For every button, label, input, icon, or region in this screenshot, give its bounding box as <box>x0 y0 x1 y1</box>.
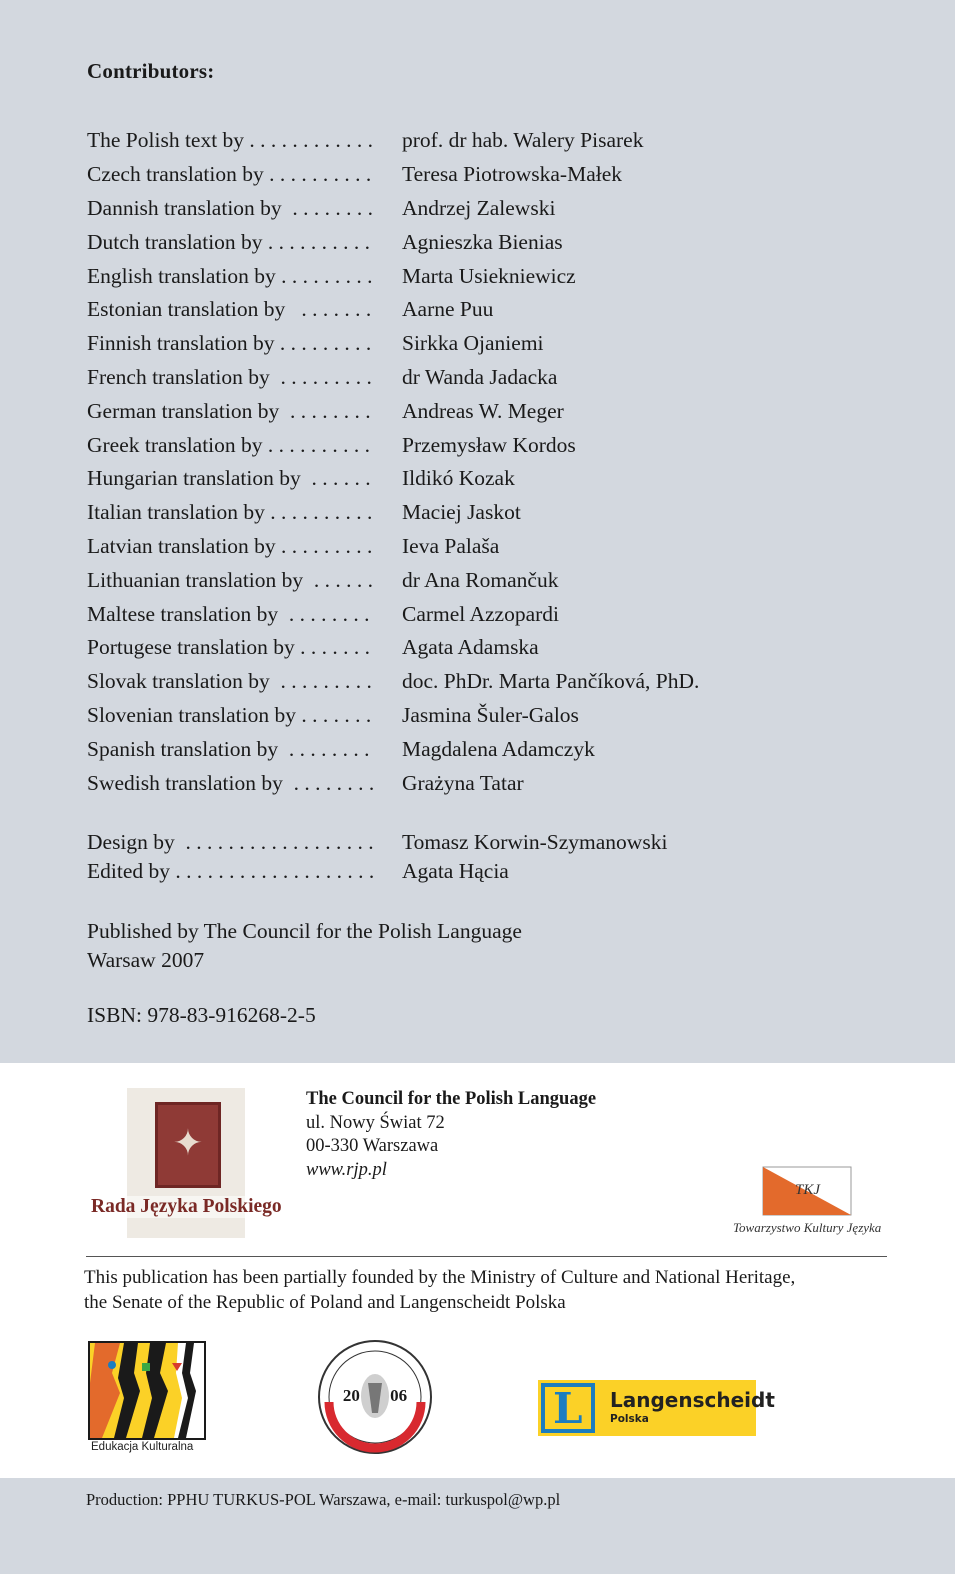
credit-name: Sirkka Ojaniemi <box>402 331 544 356</box>
credit-row <box>87 766 699 800</box>
credit-name: Carmel Azzopardi <box>402 601 560 626</box>
credit-row <box>87 631 699 665</box>
langenscheidt-mark: L <box>553 1384 583 1433</box>
credit-label: Finnish translation by . . . . . . . . . <box>87 331 372 356</box>
staff-credits <box>87 828 667 886</box>
credit-label: Swedish translation by . . . . . . . . <box>87 770 375 795</box>
credit-row <box>87 563 699 597</box>
publisher-line: Published by The Council for the Polish Language <box>87 919 522 943</box>
credit-label: Czech translation by . . . . . . . . . . <box>87 162 372 187</box>
credit-row <box>87 361 699 395</box>
credit-name: Agnieszka Bienias <box>402 229 563 254</box>
credit-label: Hungarian translation by . . . . . . <box>87 466 371 491</box>
credit-label: French translation by . . . . . . . . . <box>87 364 372 389</box>
credit-name: Teresa Piotrowska-Małek <box>402 162 622 187</box>
council-city: 00-330 Warszawa <box>306 1136 439 1156</box>
credit-row <box>87 530 699 564</box>
credit-label: Slovenian translation by . . . . . . . <box>87 702 372 727</box>
credit-row <box>87 428 699 462</box>
credit-name: Agata Hącia <box>402 859 509 883</box>
rjp-logo-text: Rada Języka Polskiego <box>91 1196 282 1217</box>
credit-label: English translation by . . . . . . . . . <box>87 263 373 288</box>
credit-name: Andreas W. Meger <box>402 398 564 423</box>
credit-row <box>87 597 699 631</box>
credit-name: Marta Usiekniewicz <box>402 263 576 288</box>
credit-name: dr Ana Romančuk <box>402 567 559 592</box>
edukacja-caption: Edukacja Kulturalna <box>91 1441 194 1453</box>
credit-row <box>87 732 699 766</box>
credit-row <box>87 828 667 857</box>
place-year-line: Warsaw 2007 <box>87 948 205 972</box>
credit-name: Tomasz Korwin-Szymanowski <box>402 830 668 854</box>
contributors-heading: Contributors: <box>87 59 215 83</box>
credit-name: Jasmina Šuler-Galos <box>402 702 579 727</box>
credit-row <box>87 192 699 226</box>
credit-name: Maciej Jaskot <box>402 500 521 525</box>
credit-row <box>87 394 699 428</box>
credit-name: Magdalena Adamczyk <box>402 736 595 761</box>
credit-label: Design by . . . . . . . . . . . . . . . . . . <box>87 830 374 854</box>
publication-info <box>87 917 522 975</box>
credit-label: Portugese translation by . . . . . . . <box>87 635 371 660</box>
credit-label: Italian translation by . . . . . . . . . . <box>87 500 373 525</box>
credit-name: prof. dr hab. Walery Pisarek <box>402 128 644 153</box>
credit-row <box>87 158 699 192</box>
credit-row <box>87 124 699 158</box>
credit-label: Spanish translation by . . . . . . . . <box>87 736 370 761</box>
funding-line-2: the Senate of the Republic of Poland and Langenscheidt Polska <box>84 1291 566 1313</box>
credit-name: Andrzej Zalewski <box>402 195 556 220</box>
eagle-emblem-icon: ✦ <box>155 1102 221 1188</box>
credit-label: Latvian translation by . . . . . . . . . <box>87 533 373 558</box>
credit-row <box>87 293 699 327</box>
credit-name: Agata Adamska <box>402 635 539 660</box>
credit-label: Estonian translation by . . . . . . . <box>87 297 372 322</box>
faces-icon <box>90 1343 204 1438</box>
credit-label: Greek translation by . . . . . . . . . . <box>87 432 371 457</box>
production-note: Production: PPHU TURKUS-POL Warszawa, e-mail: turkuspol@wp.pl <box>86 1490 561 1509</box>
seal-year: 20 06 <box>342 1386 408 1405</box>
credit-label: Dannish translation by . . . . . . . . <box>87 195 374 220</box>
credit-name: Ieva Palaša <box>402 533 500 558</box>
year-seal-logo <box>316 1338 434 1456</box>
credit-label: Lithuanian translation by . . . . . . <box>87 567 374 592</box>
divider <box>86 1256 887 1257</box>
credit-label: Slovak translation by . . . . . . . . . <box>87 669 372 694</box>
translation-credits <box>87 124 699 800</box>
credit-label: German translation by . . . . . . . . <box>87 398 371 423</box>
credit-row <box>87 327 699 361</box>
credit-row <box>87 462 699 496</box>
credit-name: Grażyna Tatar <box>402 770 524 795</box>
council-website-link[interactable]: www.rjp.pl <box>306 1159 387 1180</box>
council-address <box>306 1088 596 1182</box>
funding-note <box>84 1266 795 1315</box>
credit-name: Aarne Puu <box>402 297 494 322</box>
credit-name: doc. PhDr. Marta Pančíková, PhD. <box>402 669 700 694</box>
credit-row <box>87 225 699 259</box>
tkj-caption: Towarzystwo Kultury Języka <box>733 1220 882 1235</box>
credit-row <box>87 496 699 530</box>
credit-row <box>87 665 699 699</box>
langenscheidt-sub: Polska <box>610 1413 649 1425</box>
credit-label: Edited by . . . . . . . . . . . . . . . . . . . <box>87 859 375 883</box>
credit-name: Przemysław Kordos <box>402 432 576 457</box>
credit-label: Maltese translation by . . . . . . . . <box>87 601 370 626</box>
tkj-logo <box>733 1166 893 1242</box>
credit-name: dr Wanda Jadacka <box>402 364 558 389</box>
edukacja-kulturalna-logo <box>87 1340 207 1462</box>
isbn: ISBN: 978-83-916268-2-5 <box>87 1003 316 1027</box>
credit-label: The Polish text by . . . . . . . . . . . . <box>87 128 374 153</box>
credit-name: Ildikó Kozak <box>402 466 515 491</box>
langenscheidt-name: Langenscheidt <box>610 1388 775 1412</box>
langenscheidt-logo <box>538 1380 775 1436</box>
rjp-logo <box>87 1088 285 1238</box>
council-name: The Council for the Polish Language <box>306 1089 597 1109</box>
council-street: ul. Nowy Świat 72 <box>306 1112 445 1133</box>
credit-row <box>87 259 699 293</box>
credit-row <box>87 857 667 886</box>
credit-row <box>87 699 699 733</box>
credit-label: Dutch translation by . . . . . . . . . . <box>87 229 371 254</box>
funding-line-1: This publication has been partially founded by the Ministry of Culture and National Heritage, <box>84 1267 796 1288</box>
tkj-mark: TKJ <box>795 1182 821 1198</box>
